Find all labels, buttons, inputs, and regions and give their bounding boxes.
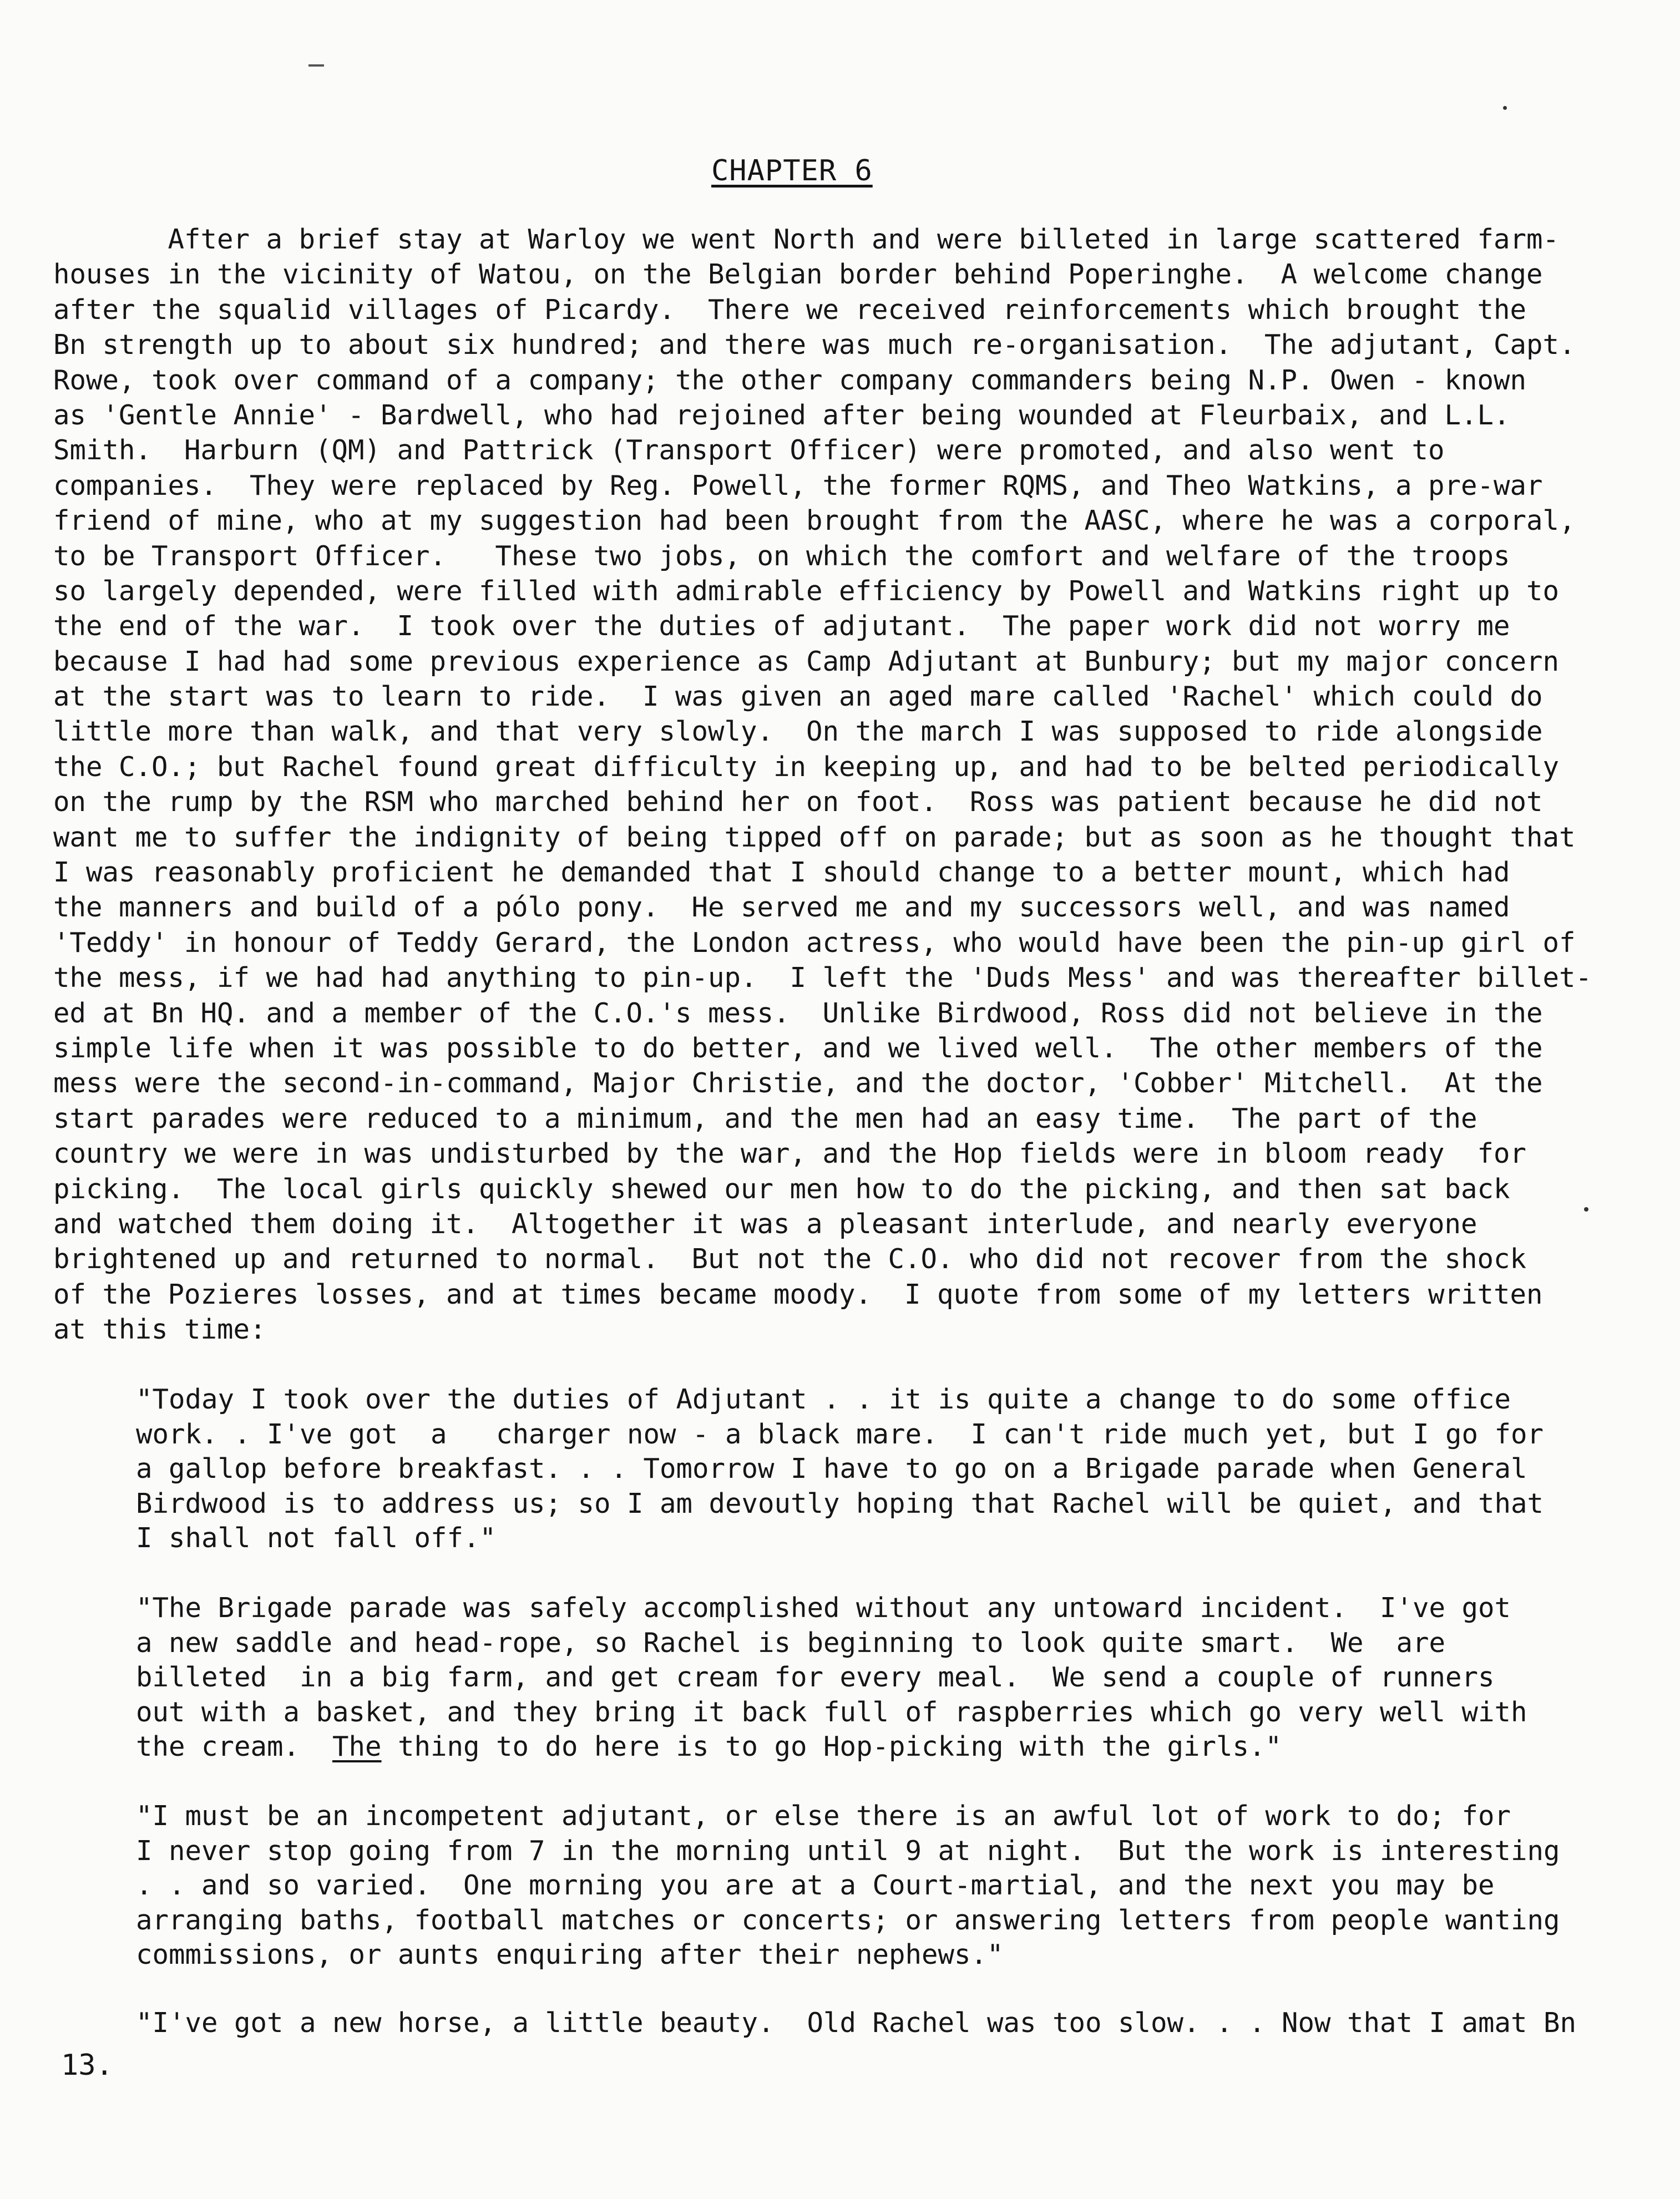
text-line: the manners and build of a pólo pony. He served me and my successors well, and was named xyxy=(53,891,1510,924)
text-line: "I've got a new horse, a little beauty. Old Rachel was too slow. . . Now that I amat Bn xyxy=(136,2007,1577,2039)
text-line: I was reasonably proficient he demanded that I should change to a better mount, which had xyxy=(53,857,1510,889)
text-line: Bn strength up to about six hundred; and there was much re-organisation. The adjutant, Capt. xyxy=(53,329,1576,361)
text-line: work. . I've got a charger now - a black mare. I can't ride much yet, but I go for xyxy=(136,1418,1544,1450)
text-line: "Today I took over the duties of Adjutant . . it is quite a change to do some office xyxy=(136,1384,1511,1415)
text-line: start parades were reduced to a minimum, and the men had an easy time. The part of the xyxy=(53,1102,1477,1134)
text-line: commissions, or aunts enquiring after their nephews." xyxy=(136,1939,1004,1970)
letter-quote xyxy=(136,2006,1601,2041)
text-line: "The Brigade parade was safely accomplished without any untoward incident. I've got xyxy=(136,1592,1511,1624)
text-line: at the start was to learn to ride. I was given an aged mare called 'Rachel' which could do xyxy=(53,681,1543,713)
text-line: I never stop going from 7 in the morning until 9 at night. But the work is interesting xyxy=(136,1835,1560,1867)
text-line: after the squalid villages of Picardy. There we received reinforcements which brought the xyxy=(53,293,1527,326)
text-line: billeted in a big farm, and get cream for every meal. We send a couple of runners xyxy=(136,1661,1495,1693)
text-line: After a brief stay at Warloy we went North and were billeted in large scattered farm- xyxy=(53,224,1560,255)
text-line: ed at Bn HQ. and a member of the C.O.'s mess. Unlike Birdwood, Ross did not believe in the xyxy=(53,997,1543,1029)
stray-dash-mark xyxy=(308,64,324,67)
text-line: on the rump by the RSM who marched behind her on foot. Ross was patient because he did not xyxy=(53,786,1543,818)
text-line: because I had had some previous experience as Camp Adjutant at Bunbury; but my major concern xyxy=(53,645,1560,677)
text-line: Smith. Harburn (QM) and Pattrick (Transport Officer) were promoted, and also went to xyxy=(53,434,1445,467)
text-line: out with a basket, and they bring it back full of raspberries which go very well with xyxy=(136,1696,1527,1728)
text-line: to be Transport Officer. These two jobs, on which the comfort and welfare of the troops xyxy=(53,540,1510,572)
text-line: . . and so varied. One morning you are at a Court-martial, and the next you may be xyxy=(136,1869,1495,1901)
text-line: little more than walk, and that very slowly. On the march I was supposed to ride alongside xyxy=(53,716,1543,748)
text-fragment: the cream. xyxy=(136,1731,333,1762)
text-line: Rowe, took over command of a company; the other company commanders being N.P. Owen - known xyxy=(53,364,1527,396)
text-line: so largely depended, were filled with admirable efficiency by Powell and Watkins right up to xyxy=(53,575,1560,607)
text-line: a gallop before breakfast. . . Tomorrow I have to go on a Brigade parade when General xyxy=(136,1453,1527,1484)
text-line: 'Teddy' in honour of Teddy Gerard, the London actress, who would have been the pin-up girl of xyxy=(53,926,1576,959)
text-line: arranging baths, football matches or concerts; or answering letters from people wanting xyxy=(136,1904,1560,1936)
text-line: friend of mine, who at my suggestion had been brought from the AASC, where he was a corporal, xyxy=(53,505,1576,537)
text-line: Birdwood is to address us; so I am devoutly hoping that Rachel will be quiet, and that xyxy=(136,1487,1544,1519)
text-fragment: thing to do here is to go Hop-picking with the girls." xyxy=(381,1731,1282,1762)
text-line: as 'Gentle Annie' - Bardwell, who had rejoined after being wounded at Fleurbaix, and L.L. xyxy=(53,399,1510,431)
chapter-title: CHAPTER 6 xyxy=(711,154,873,188)
text-line: country we were in was undisturbed by the war, and the Hop fields were in bloom ready for xyxy=(53,1138,1527,1170)
text-line: the end of the war. I took over the duties of adjutant. The paper work did not worry me xyxy=(53,610,1510,642)
text-line: the mess, if we had had anything to pin-up. I left the 'Duds Mess' and was thereafter billet- xyxy=(53,962,1592,994)
text-line: picking. The local girls quickly shewed our men how to do the picking, and then sat back xyxy=(53,1173,1510,1205)
page-number: 13. xyxy=(61,2049,113,2082)
text-line: of the Pozieres losses, and at times became moody. I quote from some of my letters written xyxy=(53,1278,1543,1310)
text-line: a new saddle and head-rope, so Rachel is beginning to look quite smart. We are xyxy=(136,1627,1446,1659)
stray-dot-mark xyxy=(1503,106,1507,110)
text-line: houses in the vicinity of Watou, on the Belgian border behind Poperinghe. A welcome change xyxy=(53,259,1543,291)
text-line: simple life when it was possible to do better, and we lived well. The other members of the xyxy=(53,1032,1543,1064)
text-line: I shall not fall off." xyxy=(136,1522,497,1554)
text-line: and watched them doing it. Altogether it was a pleasant interlude, and nearly everyone xyxy=(53,1208,1477,1240)
text-line xyxy=(136,1730,1601,1765)
letter-quote xyxy=(136,1382,1601,1556)
text-line: the C.O.; but Rachel found great difficulty in keeping up, and had to be belted periodically xyxy=(53,751,1560,783)
text-line: at this time: xyxy=(53,1314,266,1346)
text-line: want me to suffer the indignity of being tipped off on parade; but as soon as he thought that xyxy=(53,821,1576,853)
text-line: mess were the second-in-command, Major Christie, and the doctor, 'Cobber' Mitchell. At the xyxy=(53,1067,1543,1100)
underlined-word: The xyxy=(332,1731,382,1762)
text-line: brightened up and returned to normal. But not the C.O. who did not recover from the shock xyxy=(53,1243,1527,1275)
text-line: "I must be an incompetent adjutant, or else there is an awful lot of work to do; for xyxy=(136,1800,1511,1832)
letter-quote xyxy=(136,1799,1601,1973)
text-line: companies. They were replaced by Reg. Powell, the former RQMS, and Theo Watkins, a pre-war xyxy=(53,469,1543,501)
letter-quote xyxy=(136,1591,1601,1765)
main-paragraph xyxy=(53,222,1629,1347)
